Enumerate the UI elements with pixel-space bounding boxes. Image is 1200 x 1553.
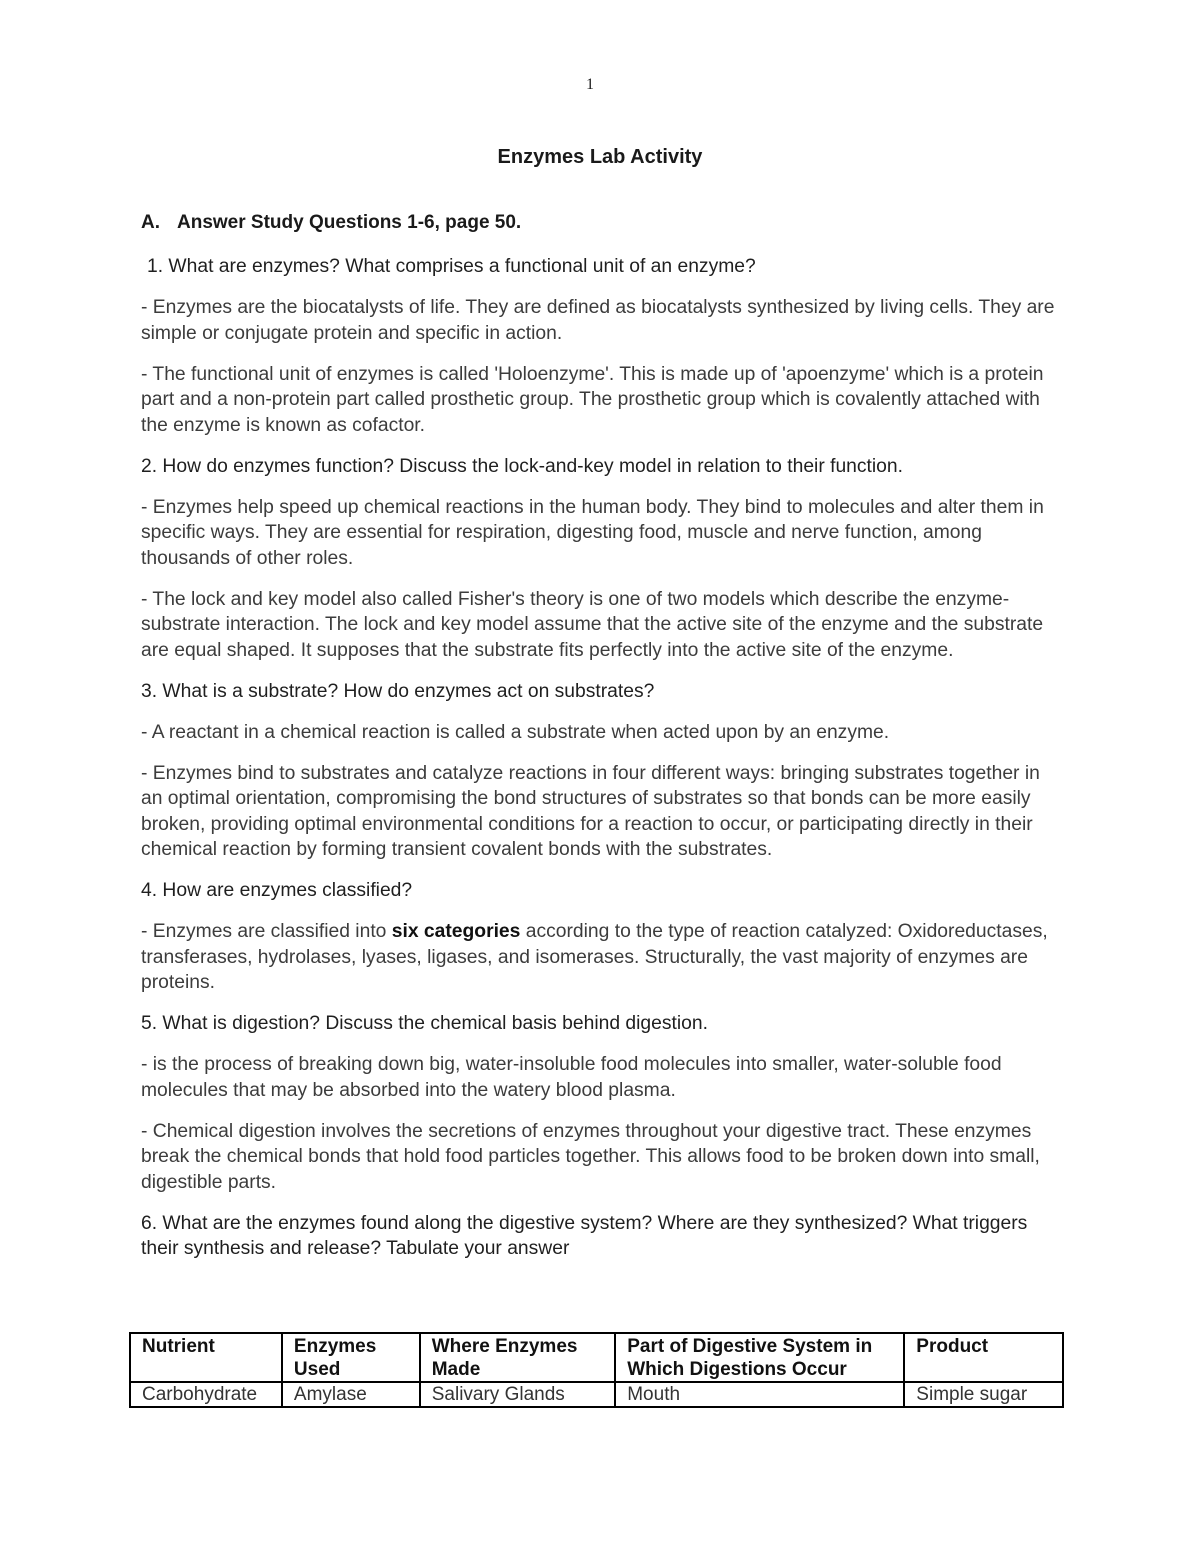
section-heading bbox=[141, 212, 521, 234]
section-heading-text: Answer Study Questions 1-6, page 50. bbox=[177, 212, 522, 233]
table-row bbox=[130, 1382, 1063, 1407]
header-product: Product bbox=[904, 1333, 1063, 1382]
answer-5b: - Chemical digestion involves the secretions of enzymes throughout your digestive tract. These enzymes break the chemical bonds that hold food particles together. This allows food to be broken down into small, digestible parts. bbox=[141, 1120, 1040, 1193]
answer-4-after: according to the type of reaction catalyzed: Oxidoreductases, transferases, hydrolases, lyases, ligases, and isomerases. Structurally, the vast majority of enzymes are proteins. bbox=[141, 921, 1048, 993]
answer-2a: - Enzymes help speed up chemical reactions in the human body. They bind to molecules and alter them in specific ways. They are essential for respiration, digesting food, muscle and nerve function, among thousands of other roles. bbox=[141, 496, 1044, 569]
answer-1b: - The functional unit of enzymes is called 'Holoenzyme'. This is made up of 'apoenzyme' which is a protein part and a non-protein part called prosthetic group. The prosthetic group which is covalently attached with the enzyme is known as cofactor. bbox=[141, 363, 1044, 436]
header-where-made: Where Enzymes Made bbox=[420, 1333, 616, 1382]
question-2: 2. How do enzymes function? Discuss the lock-and-key model in relation to their function. bbox=[141, 455, 903, 477]
answer-3b: - Enzymes bind to substrates and catalyze reactions in four different ways: bringing substrates together in an optimal orientation, compromising the bond structures of substrates so that bonds can be more easily broken, providing optimal environmental conditions for a reaction to occur, or participating directly in their chemical reaction by forming transient covalent bonds with the substrates. bbox=[141, 762, 1040, 860]
question-3: 3. What is a substrate? How do enzymes act on substrates? bbox=[141, 680, 655, 702]
cell-enzyme: Amylase bbox=[282, 1382, 420, 1407]
questions-body bbox=[141, 254, 1066, 1277]
cell-product: Simple sugar bbox=[904, 1382, 1063, 1407]
answer-4-before: - Enzymes are classified into bbox=[141, 921, 392, 942]
answer-4-bold: six categories bbox=[391, 921, 521, 942]
enzymes-table bbox=[129, 1332, 1064, 1408]
answer-4 bbox=[141, 919, 1066, 996]
header-enzymes-used: Enzymes Used bbox=[282, 1333, 420, 1382]
answer-5a: - is the process of breaking down big, water-insoluble food molecules into smaller, water-soluble food molecules that may be absorbed into the watery blood plasma. bbox=[141, 1054, 1002, 1101]
header-nutrient: Nutrient bbox=[130, 1333, 282, 1382]
answer-3a: - A reactant in a chemical reaction is called a substrate when acted upon by an enzyme. bbox=[141, 721, 890, 743]
question-5: 5. What is digestion? Discuss the chemical basis behind digestion. bbox=[141, 1013, 708, 1034]
document-title: Enzymes Lab Activity bbox=[497, 146, 703, 168]
section-letter: A. bbox=[141, 212, 160, 233]
cell-where-made: Salivary Glands bbox=[420, 1382, 616, 1407]
cell-digestive-part: Mouth bbox=[615, 1382, 904, 1407]
page-number: 1 bbox=[586, 76, 594, 93]
answer-2b: - The lock and key model also called Fisher's theory is one of two models which describe the enzyme-substrate interaction. The lock and key model assume that the active site of the enzyme and the substrate are equal shaped. It supposes that the substrate fits perfectly into the active site of the enzyme. bbox=[141, 588, 1044, 661]
question-6: 6. What are the enzymes found along the digestive system? Where are they synthesized? What triggers their synthesis and release? Tabulate your answer bbox=[141, 1212, 1028, 1259]
cell-nutrient: Carbohydrate bbox=[130, 1382, 282, 1407]
answer-1a: - Enzymes are the biocatalysts of life. They are defined as biocatalysts synthesized by living cells. They are simple or conjugate protein and specific in action. bbox=[141, 297, 1055, 344]
table-header-row bbox=[130, 1333, 1063, 1382]
question-1: 1. What are enzymes? What comprises a functional unit of an enzyme? bbox=[147, 256, 756, 277]
header-digestive-part: Part of Digestive System in Which Digestions Occur bbox=[615, 1333, 904, 1382]
question-4: 4. How are enzymes classified? bbox=[141, 880, 413, 901]
